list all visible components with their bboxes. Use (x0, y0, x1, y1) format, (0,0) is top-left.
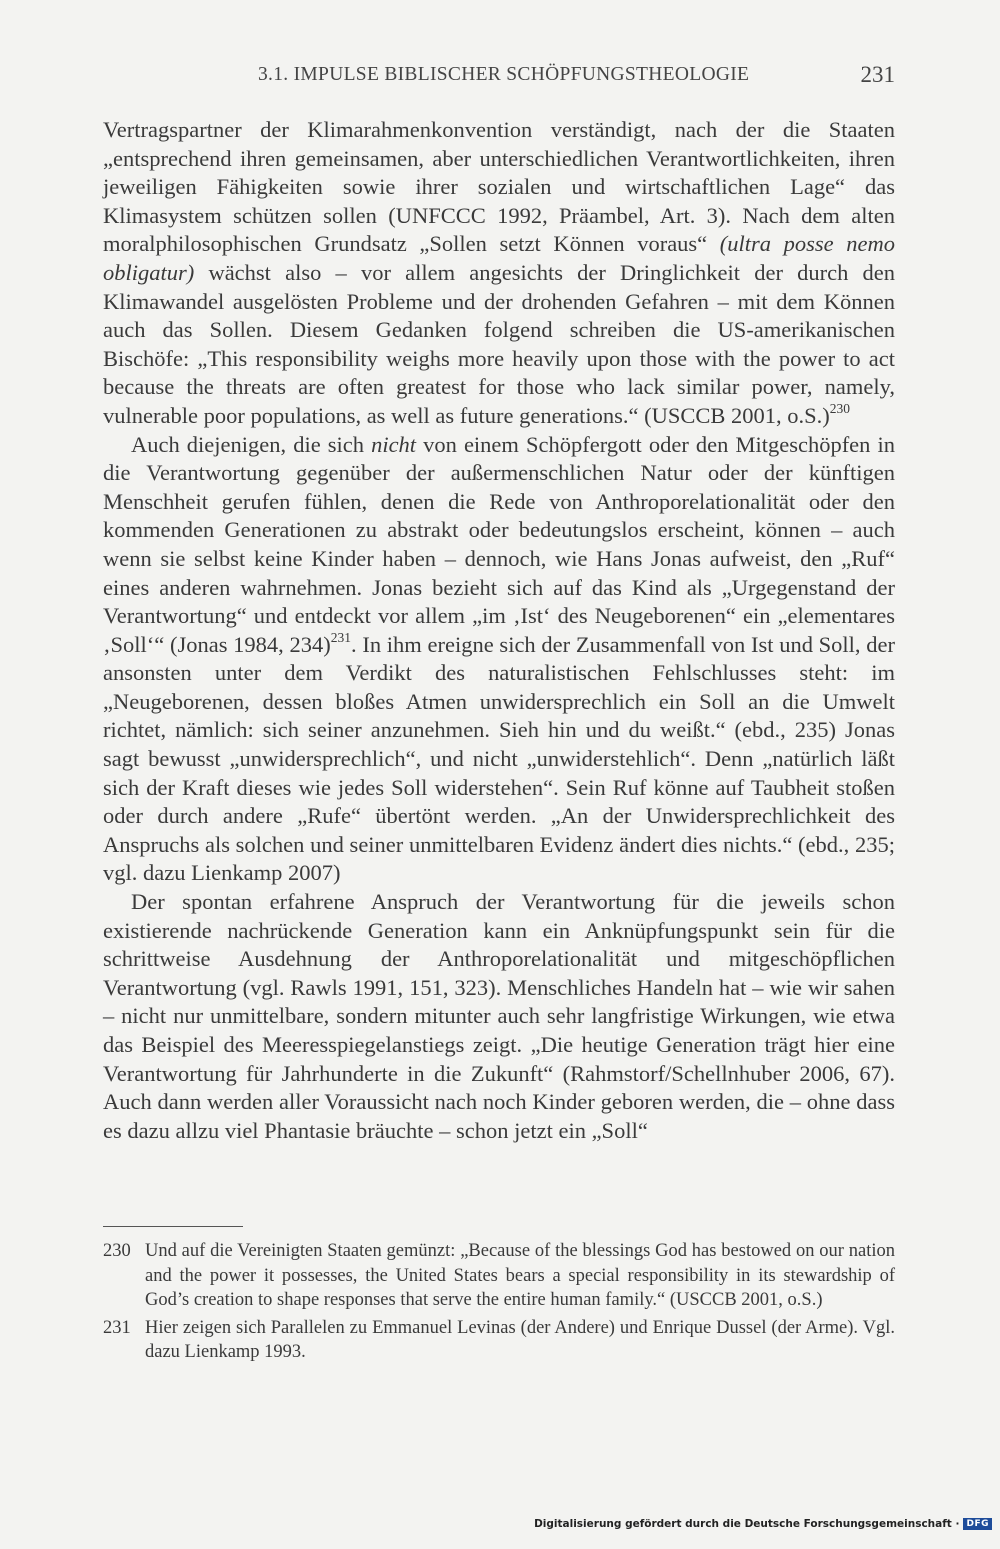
paragraph-1 (103, 116, 895, 431)
footnotes (103, 1239, 895, 1368)
credit-text: Digitalisierung gefördert durch die Deutsche Forschungsgemeinschaft · (534, 1518, 960, 1530)
footnote-ref-231[interactable]: 231 (330, 629, 351, 645)
running-header (103, 62, 895, 92)
paragraph-2 (103, 431, 895, 889)
paragraph-1-text-a: Vertragspartner der Klimarahmenkonvention verständigt, nach der die Staaten „entsprechend ihren gemeinsamen, aber unterschiedlichen Verantwortlichkeiten, ihren jeweiligen Fähigkeiten sowie ihrer sozialen und wirtschaftlichen Lage“ das Klimasystem schützen sollen (UNFCCC 1992, Präambel, Art. 3). Nach dem alten moralphilosophischen Grundsatz „Sollen setzt Können voraus“ (103, 117, 895, 257)
paragraph-2-text-a: Auch diejenigen, die sich (131, 431, 372, 457)
paragraph-3 (103, 888, 895, 1145)
paragraph-1-latin-maxim: (ultra posse nemo obligatur) (103, 231, 895, 285)
running-head-title: 3.1. IMPULSE BIBLISCHER SCHÖPFUNGSTHEOLOGIE (258, 64, 750, 85)
paragraph-2-emphasis: nicht (371, 431, 417, 457)
footnote-230 (103, 1239, 895, 1313)
digitization-credit (534, 1518, 992, 1530)
footnote-number: 231 (103, 1317, 131, 1338)
footnote-text: Hier zeigen sich Parallelen zu Emmanuel Levinas (der Andere) und Enrique Dussel (der Arme). Vgl. dazu Lienkamp 1993. (145, 1317, 895, 1362)
paragraph-3-text: Der spontan erfahrene Anspruch der Verantwortung für die jeweils schon existierende nachrückende Generation kann ein Anknüpfungspunkt sein für die schrittweise Ausdehnung der Anthroporelationalität und mitgeschöpflichen Verantwortung (vgl. Rawls 1991, 151, 323). Menschliches Handeln hat – wie wir sahen – nicht nur unmittelbare, sondern mitunter auch sehr langfristige Wirkungen, wie etwa das Beispiel des Meeresspiegelanstiegs zeigt. „Die heutige Generation trägt hier eine Verantwortung für Jahrhunderte in die Zukunft“ (Rahmstorf/Schellnhuber 2006, 67). Auch dann werden aller Voraussicht nach noch Kinder geboren werden, die – ohne dass es dazu allzu viel Phantasie bräuchte – schon jetzt ein „Soll“ (103, 889, 895, 1143)
dfg-logo: DFG (963, 1518, 992, 1530)
footnote-divider (103, 1226, 243, 1227)
footnote-number: 230 (103, 1241, 131, 1261)
page-number: 231 (860, 62, 895, 87)
main-text (103, 116, 895, 1145)
footnote-ref-230[interactable]: 230 (829, 400, 850, 416)
paragraph-1-text-b: wächst also – vor allem angesichts der Dringlichkeit der durch den Klimawandel ausgelösten Probleme und der drohenden Gefahren – mit dem Können auch das Sollen. Diesem Gedanken folgend schreiben die US-amerikanischen Bischöfe: „This responsibility weighs more heavily upon those with the power to act because the threats are often greatest for those who lack similar power, namely, vulnerable poor populations, as well as future generations.“ (USCCB 2001, o.S.) (103, 259, 895, 428)
footnote-231 (103, 1316, 895, 1365)
footnote-text: Und auf die Vereinigten Staaten gemünzt: „Because of the blessings God has bestowed on our nation and the power it possesses, the United States bears a special responsibility in its stewardship of God’s creation to shape responses that serve the entire human family.“ (USCCB 2001, o.S.) (145, 1241, 895, 1310)
paragraph-2-text-b: von einem Schöpfergott oder den Mitgeschöpfen in die Verantwortung gegenüber der außermenschlichen Natur oder der künftigen Menschheit gerufen fühlen, denen die Rede von Anthroporelationalität oder den kommenden Generationen zu abstrakt oder bedeutungslos erscheint, können – auch wenn sie selbst keine Kinder haben – dennoch, wie Hans Jonas aufweist, den „Ruf“ eines anderen wahrnehmen. Jonas bezieht sich auf das Kind als „Urgegenstand der Verantwortung“ und entdeckt vor allem „im ‚Ist‘ des Neugeborenen“ ein „elementares ‚Soll‘“ (Jonas 1984, 234) (103, 431, 895, 657)
paragraph-2-text-c: . In ihm ereigne sich der Zusammenfall von Ist und Soll, der ansonsten unter dem Verdikt des naturalistischen Fehlschlusses steht: im „Neugeborenen, dessen bloßes Atmen unwidersprechlich ein Soll an die Umwelt richtet, nämlich: sich seiner anzunehmen. Sieh hin und du weißt.“ (ebd., 235) Jonas sagt bewusst „unwidersprechlich“, und nicht „unwiderstehlich“. Denn „natürlich läßt sich der Kraft dieses wie jedes Soll widerstehen“. Sein Ruf könne auf Taubheit stoßen oder durch andere „Rufe“ übertönt werden. „An der Unwidersprechlichkeit des Anspruchs als solchen und seiner unmittelbaren Evidenz ändert dies nichts.“ (ebd., 235; vgl. dazu Lienkamp 2007) (103, 631, 895, 886)
